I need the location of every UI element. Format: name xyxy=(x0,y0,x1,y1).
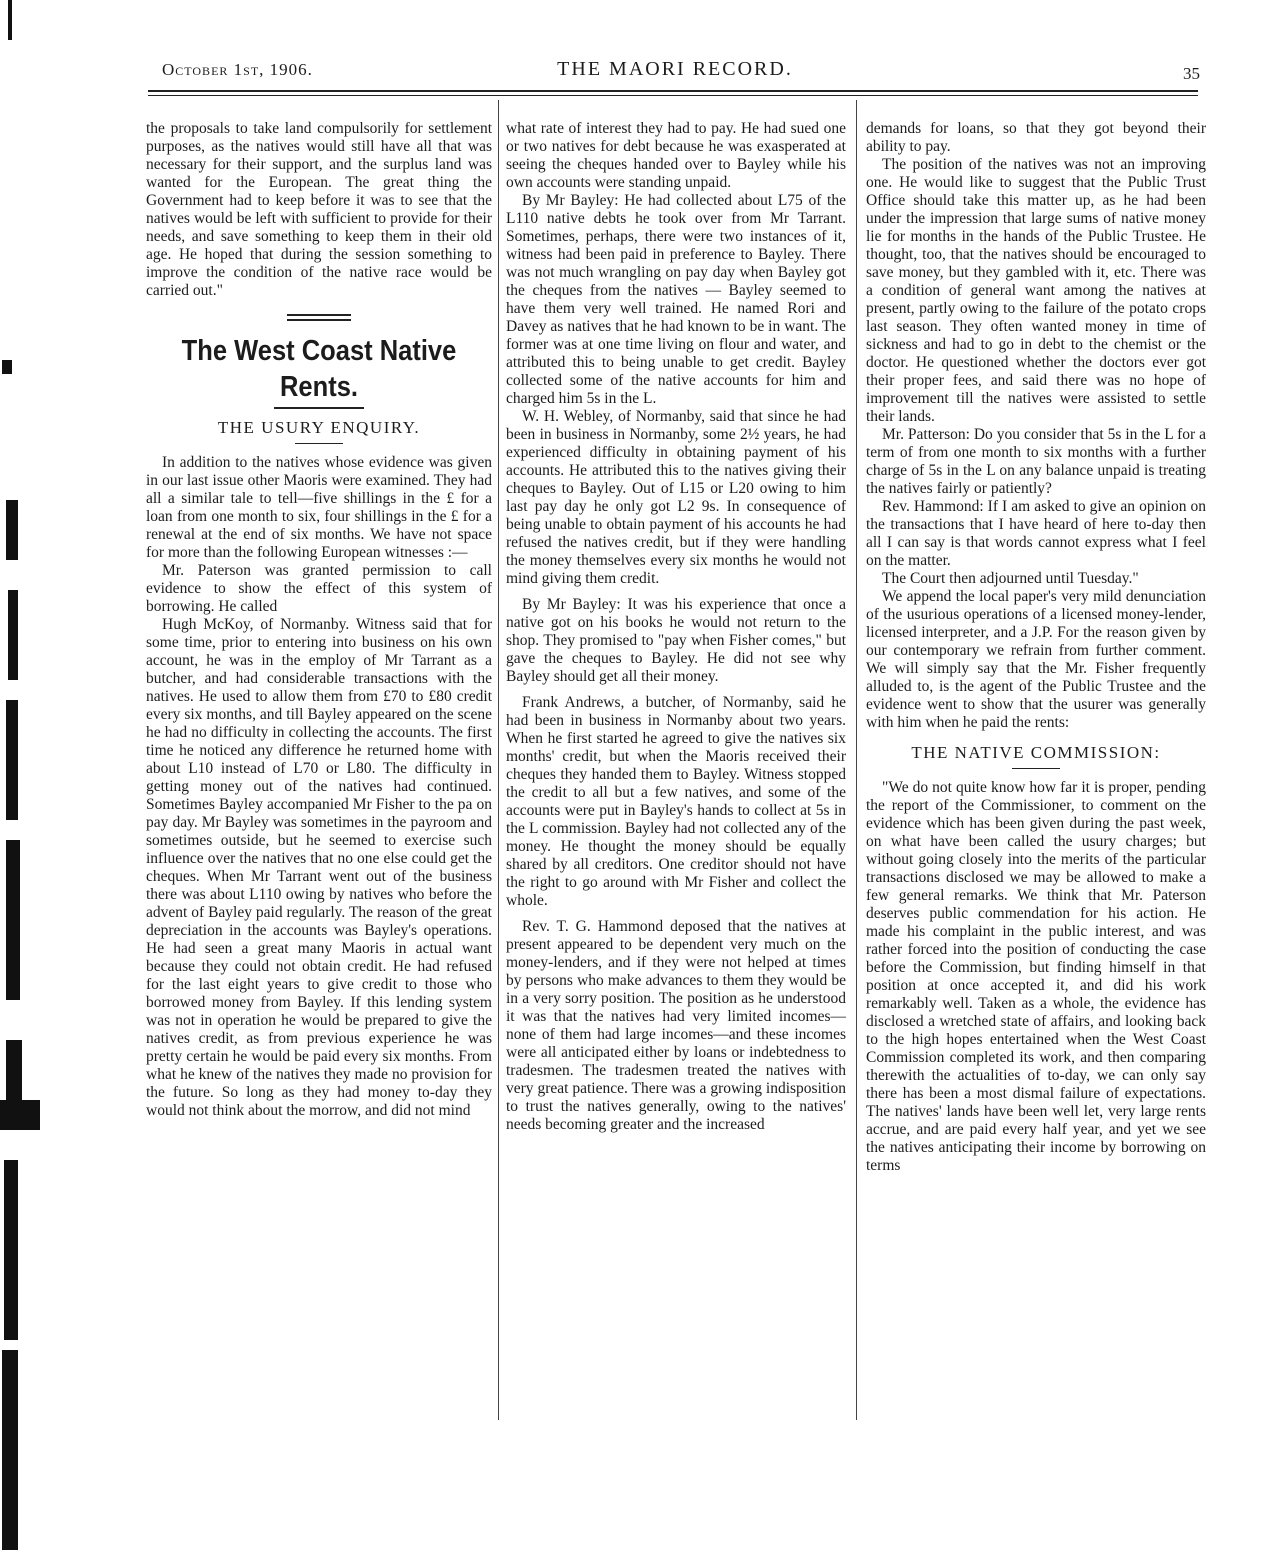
page-number: 35 xyxy=(1183,64,1200,83)
page-header xyxy=(150,58,1200,88)
paragraph: Frank Andrews, a butcher, of Normanby, said he had been in business in Normanby about two years. When he first started he agreed to give the natives six months' credit, but when the Maoris received their cheques they handed them to Bayley. Witness stopped the credit to all but a few natives, and some of the accounts were put in Bayley's hands to collect at 5s in the L commission. Bayley had not collected any of the money. He thought the money should be equally shared by all creditors. One creditor should not have the right to go around with Mr Fisher and collect the whole. xyxy=(506,694,846,909)
paragraph: "We do not quite know how far it is proper, pending the report of the Commissioner, to comment on the evidence which has been given during the past week, on what have been called the usury charges; but without going closely into the merits of the particular transactions disclosed we may be allowed to make a few general remarks. We think that Mr. Paterson deserves public commendation for his action. He made his complaint in the public interest, and was rather forced into the position of conducting the case before the Commission, but finding himself in that position at once accepted it, and did his work remarkably well. Taken as a whole, the evidence has disclosed a wretched state of affairs, and looking back to the high hopes entertained when the West Coast Commission completed its work, and then comparing therewith the actualities of to-day, we can only say there has been a most dismal failure of expectations. The natives' lands have been well let, very large rents accrue, and are paid every half year, and yet we see the natives anticipating their income by borrowing on terms xyxy=(866,779,1206,1174)
section-divider xyxy=(287,314,351,321)
paragraph: We append the local paper's very mild denunciation of the usurious operations of a licensed money-lender, licensed interpreter, and a J.P. For the reason given by our contemporary we refrain from further comment. We will simply say that the Mr. Fisher frequently alluded to, is the agent of the Public Trustee and the evidence went to show that the usurer was generally with him when he paid the rents: xyxy=(866,588,1206,731)
quoted-editorial xyxy=(866,779,1206,1175)
paragraph: demands for loans, so that they got beyond their ability to pay. xyxy=(866,120,1206,155)
column-1 xyxy=(146,120,492,1120)
subheading-rule xyxy=(1012,768,1060,769)
paragraph: Rev. T. G. Hammond deposed that the natives at present appeared to be dependent very much on the money-lenders, and if they were not helped at times by persons who make advances to them they would be in a very sorry position. The position as he understood it was that the natives had very limited incomes—none of them had large incomes—and these incomes were all anticipated either by loans or indebtedness to tradesmen. The tradesmen treated the natives with very great patience. There was a growing indisposition to trust the natives generally, owing to the natives' needs becoming greater and the increased xyxy=(506,918,846,1133)
paragraph: Mr. Paterson was granted permission to call evidence to show the effect of this system of borrowing. He called xyxy=(146,562,492,615)
paragraph: In addition to the natives whose evidence was given in our last issue other Maoris were examined. They had all a similar tale to tell—five shillings in the £ for a loan from one month to six, four shillings in the £ for a renewal at the end of six months. We have not space for more than the following European witnesses :— xyxy=(146,454,492,561)
issue-date: October 1st, 1906. xyxy=(162,60,313,79)
binding-edge-marks xyxy=(0,0,40,1551)
paragraph: The position of the natives was not an improving one. He would like to suggest that the Public Trust Office should take this matter up, as he had been under the impression that large sums of native money lie for months in the hands of the Public Trustee. He thought, too, that the natives should be encouraged to save money, but they gambled with it, etc. There was a condition of general want among the natives at present, partly owing to the failure of the potato crops last season. They often wanted money in time of sickness and had to go in debt to the chemist or the doctor. He questioned whether the doctors ever got their proper fees, and said there was no hope of improvement till the natives were assisted to settle their lands. xyxy=(866,156,1206,425)
article-headline: The West Coast Native Rents. xyxy=(181,335,457,403)
paragraph: Mr. Patterson: Do you consider that 5s in the L for a term of from one month to six months with a further charge of 5s in the L on any balance unpaid is treating the natives fairly or patiently? xyxy=(866,426,1206,497)
paragraph: the proposals to take land compulsorily for settlement purposes, as the natives would still have all that was necessary for their support, and the surplus land was wanted for the European. The great thing the Government had to keep before it was to see that the natives would be left with sufficient to provide for their needs, and save something to keep them in their old age. He hoped that during the session something to improve the condition of the native race would be carried out." xyxy=(146,120,492,299)
paragraph: what rate of interest they had to pay. He had sued one or two natives for debt because he was exasperated at seeing the cheques handed over to Bayley while his own accounts were standing unpaid. xyxy=(506,120,846,191)
column-divider xyxy=(498,100,499,1420)
headline-rule xyxy=(274,407,364,409)
paragraph: The Court then adjourned until Tuesday." xyxy=(882,570,1139,587)
paragraph: By Mr Bayley: He had collected about L75 of the L110 native debts he took over from Mr Tarrant. Sometimes, perhaps, there were two instances of it, witness had been paid in preference to Bayley. There was not much wrangling on pay day when Bayley got the cheques from the natives — Bayley seemed to have them very well trained. He named Rori and Davey as natives that he had known to be in want. The former was at one time living on flour and water, and attributed this to being unable to get credit. Bayley collected some of the native accounts for him and charged him 5s in the L. xyxy=(506,192,846,407)
publication-title: THE MAORI RECORD. xyxy=(557,58,793,80)
column-2 xyxy=(506,120,846,1134)
column-divider xyxy=(856,100,857,1420)
paragraph: W. H. Webley, of Normanby, said that since he had been in business in Normanby, some 2½ years, he had experienced difficulty in obtaining payment of his accounts. He attributed this to the natives giving their cheques to Bayley. Out of L15 or L20 owing to him last pay day he only got L2 9s. In consequence of being unable to obtain payment of his accounts he had refused the natives credit, but if they were handling the money themselves every six months he would not mind giving them credit. xyxy=(506,408,846,587)
paragraph: Hugh McKoy, of Normanby. Witness said that for some time, prior to entering into business on his own account, he was in the employ of Mr Tarrant as a butcher, and had considerable transactions with the natives. He used to allow them from £70 to £80 credit every six months, and till Bayley appeared on the scene he had no difficulty in collecting the accounts. The first time he noticed any difference he returned home with about L10 instead of L70 or L80. The difficulty in getting money out of the natives had continued. Sometimes Bayley accompanied Mr Fisher to the pa on pay day. Mr Bayley was sometimes in the payroom and sometimes outside, but he seemed to exercise such influence over the natives that no one else could get the cheques. When Mr Tarrant went out of the business there was about L110 owing by natives who before the advent of Bayley paid regularly. The reason of the great depreciation in the accounts was Bayley's operations. He had seen a great many Maoris in actual want because they could not obtain credit. He had refused for the last eight years to give credit to those who borrowed money from Bayley. If this lending system was not in operation he would be prepared to give the natives credit, as from previous experience he was pretty certain he would be paid every six months. From what he knew of the natives they made no provision for the future. So long as they had money to-day they would not think about the morrow, and did not mind xyxy=(146,616,492,1119)
column-3 xyxy=(866,120,1206,1175)
paragraph: By Mr Bayley: It was his experience that once a native got on his books he would not return to the shop. They promised to "pay when Fisher comes," but gave the cheques to Bayley. He did not see why Bayley should get all their money. xyxy=(506,596,846,685)
paragraph: Rev. Hammond: If I am asked to give an opinion on the transactions that I have heard of here to-day then all I can say is that words cannot express what I feel on the matter. xyxy=(866,498,1206,569)
subheading-rule xyxy=(295,443,343,444)
section-subheading: THE NATIVE COMMISSION: xyxy=(911,743,1161,762)
article-subheading: THE USURY ENQUIRY. xyxy=(217,418,421,437)
header-rule xyxy=(148,90,1198,96)
